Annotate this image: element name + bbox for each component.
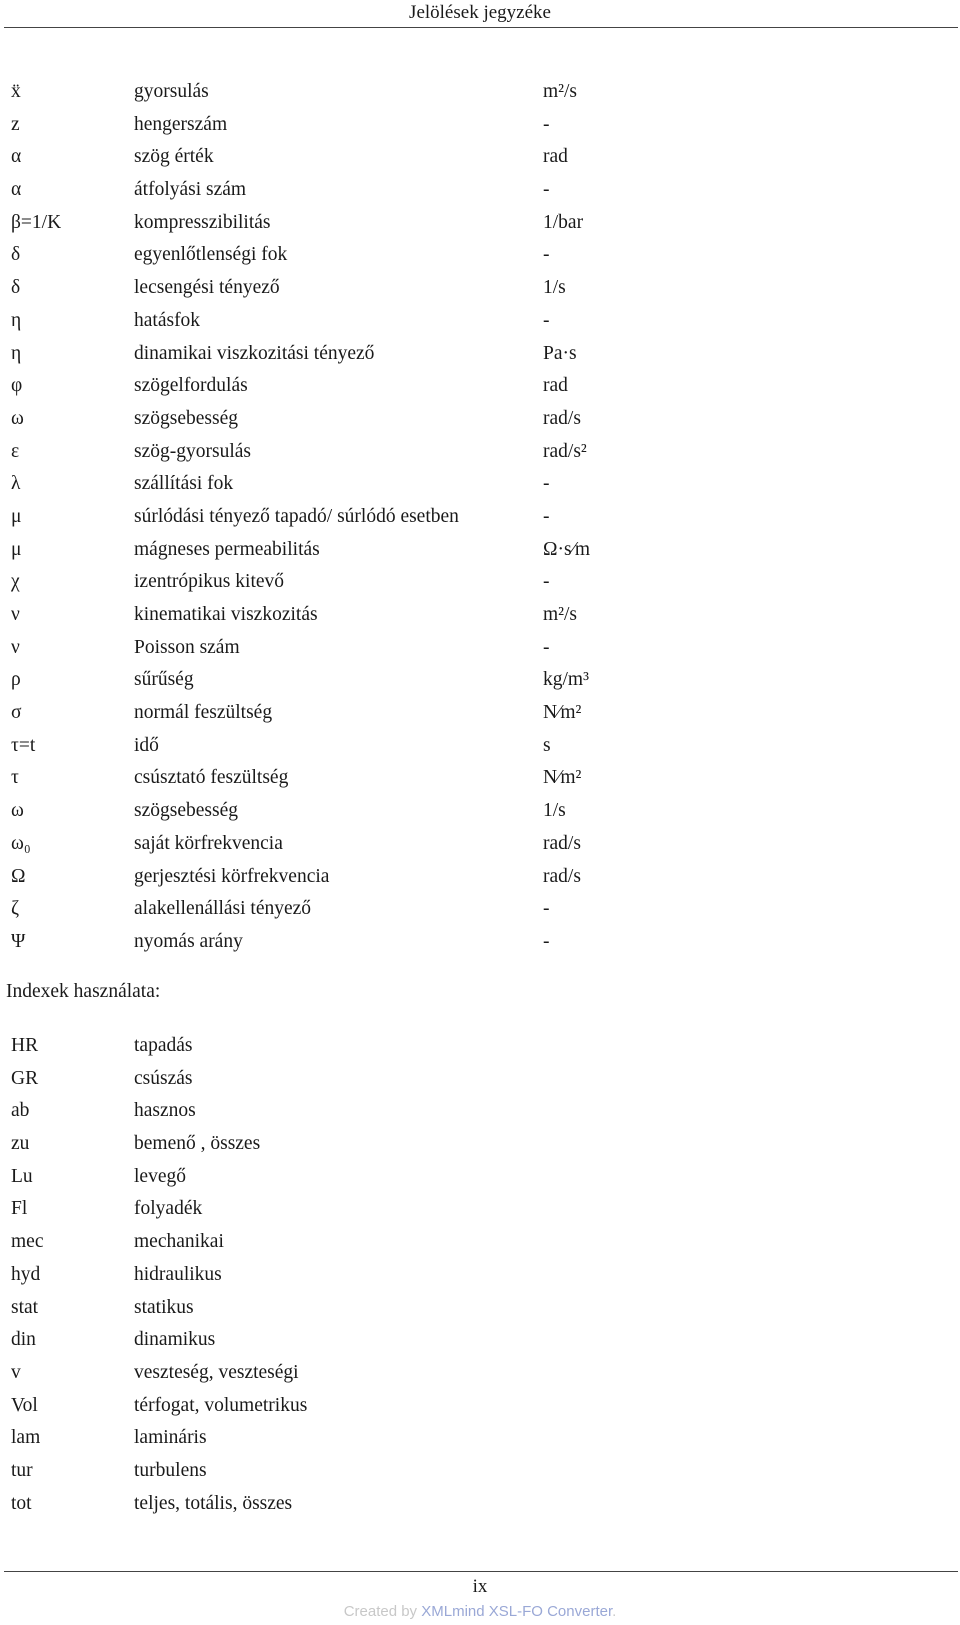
symbol-cell: η — [11, 309, 22, 331]
unit-cell: rad/s² — [543, 440, 587, 462]
description-cell: lecsengési tényező — [134, 277, 280, 299]
symbol-cell: ẍ — [11, 81, 21, 102]
symbol-row — [11, 370, 931, 403]
symbol-cell: η — [11, 342, 22, 364]
symbol-cell: ν — [11, 636, 20, 658]
index-description-cell: dinamikus — [134, 1329, 216, 1351]
credit-prefix: Created by — [343, 1603, 422, 1620]
unit-cell: rad/s — [543, 865, 581, 887]
symbol-row — [11, 762, 931, 795]
index-row — [11, 1030, 931, 1063]
index-code-cell: Lu — [11, 1165, 33, 1187]
index-description-cell: hidraulikus — [134, 1263, 222, 1285]
symbol-table — [11, 76, 931, 959]
index-row — [11, 1357, 931, 1390]
credit-suffix: . — [612, 1603, 617, 1620]
index-code-cell: ab — [11, 1100, 30, 1122]
footer-divider — [4, 1571, 958, 1572]
unit-cell: 1/bar — [543, 211, 584, 233]
description-cell: kinematikai viszkozitás — [134, 604, 318, 625]
index-row — [11, 1455, 931, 1488]
symbol-row — [11, 632, 931, 665]
description-cell: szög-gyorsulás — [134, 440, 251, 462]
index-code-cell: zu — [11, 1133, 30, 1155]
unit-cell: m²/s — [543, 604, 578, 625]
index-row — [11, 1292, 931, 1325]
index-code-cell: mec — [11, 1231, 44, 1253]
index-description-cell: hasznos — [134, 1100, 196, 1122]
symbol-row — [11, 338, 931, 371]
description-cell: egyenlőtlenségi fok — [134, 244, 288, 266]
symbol-row — [11, 599, 931, 632]
unit-cell: - — [543, 473, 550, 495]
symbol-row — [11, 893, 931, 926]
symbol-cell: ρ — [11, 669, 21, 691]
symbol-row — [11, 566, 931, 599]
description-cell: gerjesztési körfrekvencia — [134, 865, 330, 887]
description-cell: átfolyási szám — [134, 179, 247, 201]
symbol-cell: ω₀ — [11, 832, 31, 854]
index-table — [11, 1030, 931, 1520]
unit-cell: - — [543, 113, 550, 135]
symbol-cell: β=1/K — [11, 211, 62, 233]
unit-cell: - — [543, 636, 550, 658]
description-cell: mágneses permeabilitás — [134, 538, 320, 560]
index-row — [11, 1193, 931, 1226]
symbol-cell: Ω — [11, 865, 26, 887]
index-description-cell: térfogat, volumetrikus — [134, 1394, 308, 1416]
page-title: Jelölések jegyzéke — [409, 2, 551, 23]
symbol-row — [11, 828, 931, 861]
symbol-cell: φ — [11, 375, 23, 397]
symbol-row — [11, 76, 931, 109]
symbol-cell: α — [11, 179, 22, 201]
index-description-cell: bemenő , összes — [134, 1133, 261, 1155]
description-cell: kompresszibilitás — [134, 211, 271, 233]
index-row — [11, 1226, 931, 1259]
index-code-cell: lam — [11, 1427, 41, 1449]
unit-cell: - — [543, 898, 550, 920]
description-cell: nyomás arány — [134, 930, 243, 952]
index-row — [11, 1063, 931, 1096]
symbol-cell: α — [11, 146, 22, 168]
symbol-cell: ζ — [11, 898, 20, 920]
symbol-row — [11, 403, 931, 436]
unit-cell: - — [543, 505, 550, 527]
symbol-row — [11, 697, 931, 730]
symbol-row — [11, 207, 931, 240]
index-code-cell: HR — [11, 1035, 39, 1056]
symbol-row — [11, 436, 931, 469]
running-header — [0, 0, 960, 28]
index-code-cell: Fl — [11, 1198, 28, 1220]
index-row — [11, 1095, 931, 1128]
unit-cell: 1/s — [543, 800, 566, 822]
symbol-cell: ω — [11, 800, 24, 822]
description-cell: idő — [134, 734, 159, 756]
symbol-cell: ε — [11, 440, 20, 462]
index-row — [11, 1324, 931, 1357]
symbol-row — [11, 926, 931, 959]
description-cell: dinamikai viszkozitási tényező — [134, 342, 375, 364]
page-number: ix — [472, 1576, 488, 1597]
unit-cell: rad/s — [543, 832, 581, 854]
symbol-cell: μ — [11, 538, 22, 560]
description-cell: szögelfordulás — [134, 375, 248, 397]
symbol-cell: ν — [11, 604, 20, 625]
unit-cell: rad/s — [543, 407, 581, 429]
symbol-row — [11, 730, 931, 763]
index-code-cell: Vol — [11, 1394, 38, 1416]
description-cell: szállítási fok — [134, 473, 234, 495]
index-code-cell: din — [11, 1329, 36, 1351]
index-code-cell: GR — [11, 1067, 39, 1089]
description-cell: gyorsulás — [134, 81, 209, 102]
symbol-row — [11, 468, 931, 501]
description-cell: normál feszültség — [134, 702, 273, 724]
symbol-cell: Ψ — [11, 930, 26, 952]
index-description-cell: mechanikai — [134, 1231, 224, 1253]
index-description-cell: statikus — [134, 1296, 194, 1318]
symbol-cell: τ — [11, 767, 19, 789]
unit-cell: - — [543, 309, 550, 331]
symbol-cell: μ — [11, 505, 22, 527]
index-row — [11, 1422, 931, 1455]
index-code-cell: tot — [11, 1492, 32, 1514]
symbol-row — [11, 239, 931, 272]
index-section-title: Indexek használata: — [6, 981, 161, 1002]
symbol-row — [11, 664, 931, 697]
credit-link[interactable]: XMLmind XSL-FO Converter — [421, 1603, 613, 1620]
unit-cell: Ω·s⁄m — [543, 538, 590, 560]
symbol-cell: σ — [11, 702, 22, 724]
description-cell: csúsztató feszültség — [134, 767, 289, 789]
description-cell: alakellenállási tényező — [134, 898, 312, 920]
description-cell: saját körfrekvencia — [134, 832, 283, 854]
symbol-cell: δ — [11, 244, 21, 266]
unit-cell: N⁄m² — [543, 702, 582, 724]
unit-cell: rad — [543, 146, 568, 168]
symbol-cell: z — [11, 113, 20, 135]
symbol-row — [11, 174, 931, 207]
index-row — [11, 1390, 931, 1423]
symbol-row — [11, 272, 931, 305]
index-code-cell: hyd — [11, 1263, 41, 1285]
unit-cell: 1/s — [543, 277, 566, 299]
description-cell: szög érték — [134, 146, 214, 168]
unit-cell: N⁄m² — [543, 767, 582, 789]
index-code-cell: v — [11, 1361, 21, 1383]
unit-cell: kg/m³ — [543, 669, 589, 691]
index-description-cell: veszteség, veszteségi — [134, 1361, 299, 1383]
unit-cell: - — [543, 179, 550, 201]
index-description-cell: csúszás — [134, 1067, 193, 1089]
symbol-row — [11, 534, 931, 567]
index-description-cell: lamináris — [134, 1427, 207, 1449]
description-cell: izentrópikus kitevő — [134, 571, 285, 593]
symbol-row — [11, 141, 931, 174]
index-row — [11, 1128, 931, 1161]
symbol-row — [11, 861, 931, 894]
description-cell: Poisson szám — [134, 636, 240, 658]
converter-credit — [0, 1602, 960, 1622]
description-cell: szögsebesség — [134, 407, 238, 429]
symbol-row — [11, 501, 931, 534]
description-cell: hengerszám — [134, 113, 228, 135]
description-cell: súrlódási tényező tapadó/ súrlódó esetben — [134, 505, 459, 527]
index-code-cell: stat — [11, 1296, 39, 1318]
description-cell: szögsebesség — [134, 800, 238, 822]
unit-cell: - — [543, 244, 550, 266]
unit-cell: Pa·s — [543, 342, 577, 364]
symbol-cell: δ — [11, 277, 21, 299]
symbol-row — [11, 305, 931, 338]
header-divider — [4, 27, 958, 28]
index-description-cell: teljes, totális, összes — [134, 1492, 293, 1514]
index-row — [11, 1259, 931, 1292]
unit-cell: s — [543, 734, 551, 756]
unit-cell: - — [543, 571, 550, 593]
symbol-cell: ω — [11, 407, 24, 429]
index-description-cell: levegő — [134, 1165, 186, 1187]
symbol-cell: λ — [11, 473, 21, 495]
description-cell: hatásfok — [134, 309, 201, 331]
index-description-cell: folyadék — [134, 1198, 203, 1220]
symbol-cell: χ — [11, 571, 20, 593]
index-row — [11, 1161, 931, 1194]
index-description-cell: turbulens — [134, 1459, 207, 1481]
symbol-row — [11, 109, 931, 142]
unit-cell: - — [543, 930, 550, 952]
unit-cell: rad — [543, 375, 568, 397]
index-row — [11, 1488, 931, 1521]
unit-cell: m²/s — [543, 81, 578, 102]
index-description-cell: tapadás — [134, 1035, 193, 1056]
symbol-cell: τ=t — [11, 734, 36, 756]
index-code-cell: tur — [11, 1459, 33, 1481]
description-cell: sűrűség — [134, 669, 194, 691]
symbol-row — [11, 795, 931, 828]
